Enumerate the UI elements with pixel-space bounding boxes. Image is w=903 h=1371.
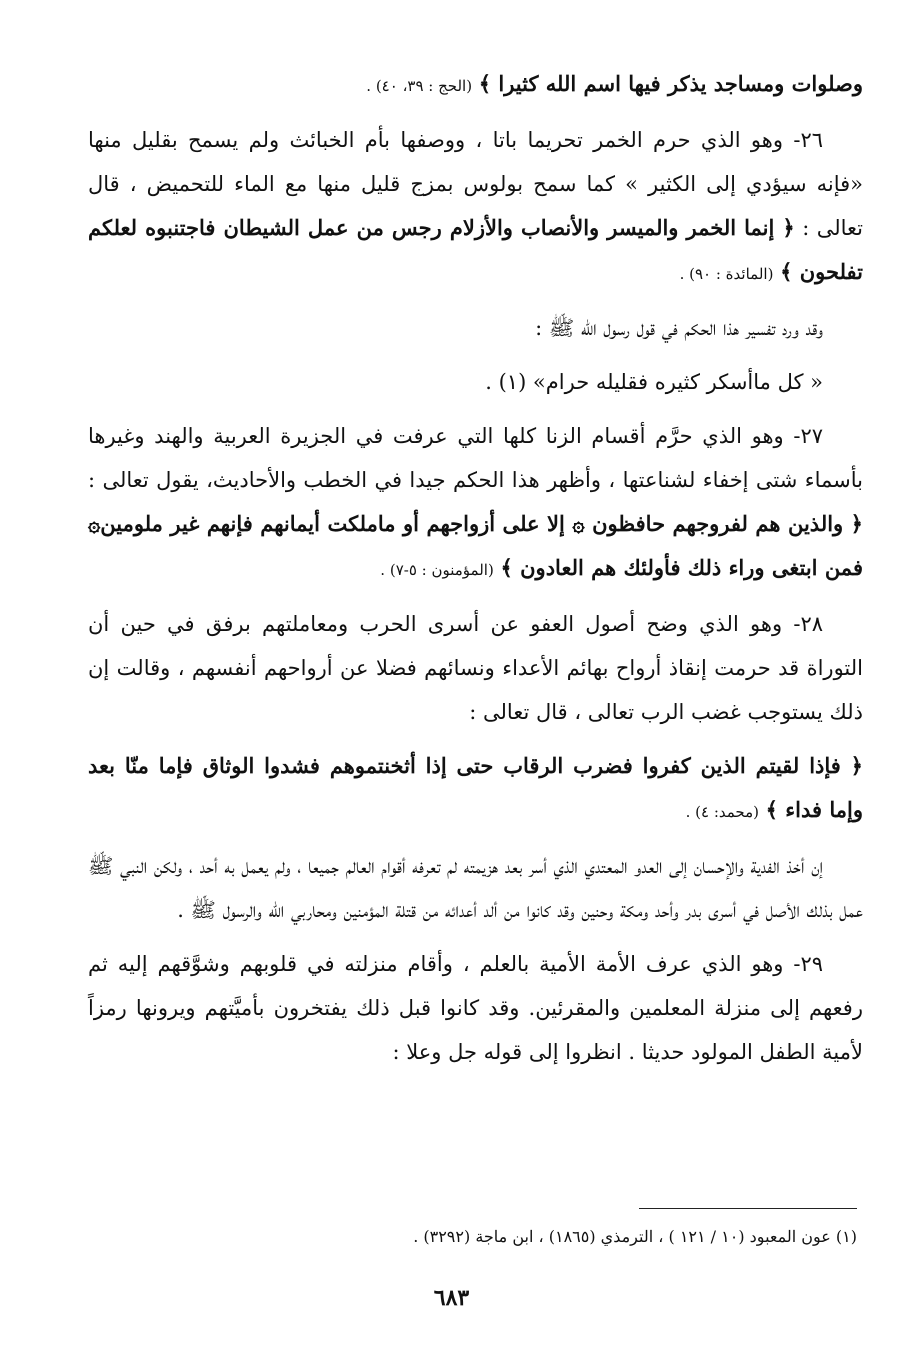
citation: (الحج : ٣٩، ٤٠) . [366, 77, 473, 95]
item-28-quote [88, 744, 863, 834]
item-27 [88, 414, 863, 592]
hadith-text: « كل ماأسكر كثيره فقليله حرام» (١) . [485, 370, 823, 394]
paragraph-ransom: إن أخذ الفدية والإحسان إلى العدو المعتدي الذي أسر بعد هزيمته لم تعرفه أقوام العالم جميعا ، ولم يعمل به أحد ، ولكن النبي ﷺ عمل بذلك الأصل في أسرى بدر وأحد ومكة وحنين وقد كانوا من ألد أعدائه من قتلة المؤمنين ومحاربي الله والرسول ﷺ . [88, 854, 863, 922]
quran-quote: ﴿ فإذا لقيتم الذين كفروا فضرب الرقاب حتى إذا أثخنتموهم فشدوا الوثاق فإما منّا بعد وإما فداء ﴾ [88, 753, 863, 822]
quran-quote: وصلوات ومساجد يذكر فيها اسم الله كثيرا ﴾ [478, 71, 863, 96]
opening-line [88, 62, 863, 108]
item-28 [88, 602, 863, 734]
citation: (المائدة : ٩٠) . [679, 265, 774, 283]
item-27-text: ٢٧- وهو الذي حرَّم أقسام الزنا كلها التي عرفت في الجزيرة العربية والهند وغيرها بأسماء شتى إخفاء لشناعتها ، وأظهر هذا الحكم جيدا في الخطب والأحاديث، يقول تعالى : [88, 424, 863, 492]
citation: (محمد: ٤) . [685, 803, 759, 821]
footnote: (١) عون المعبود (١٠ / ١٢١ ) ، الترمذي (١٨٦٥) ، ابن ماجة (٣٢٩٢) . [413, 1227, 857, 1246]
footnote-divider [639, 1208, 857, 1209]
item-26 [88, 118, 863, 296]
quran-quote: ﴿ والذين هم لفروجهم حافظون ۞ إلا على أزواجهم أو ماملكت أيمانهم فإنهم غير ملومين۞ فمن ابتغى وراء ذلك فأولئك هم العادون ﴾ [88, 511, 863, 580]
page-number: ٦٨٣ [433, 1285, 470, 1311]
citation: (المؤمنون : ٥-٧) . [380, 561, 494, 579]
item-26-text: ٢٦- وهو الذي حرم الخمر تحريما باتا ، ووصفها بأم الخبائث ولم يسمح بقليل منها «فإنه سيؤدي إلى الكثير » كما سمح بولوس بمزج قليل منها مع الماء للتحميض ، قال تعالى : [88, 128, 863, 240]
item-28-text: ٢٨- وهو الذي وضح أصول العفو عن أسرى الحرب ومعاملتهم برفق في حين أن التوراة قد حرمت إنقاذ أرواح بهائم الأعداء ونسائهم فضلا عن أرواحهم أنفسهم ، وقالت إن ذلك يستوجب غضب الرب تعالى ، قال تعالى : [88, 612, 863, 724]
hadith-intro: وقد ورد تفسير هذا الحكم في قول رسول الله ﷺ : [535, 316, 823, 340]
quran-quote: ﴿ إنما الخمر والميسر والأنصاب والأزلام رجس من عمل الشيطان فاجتنبوه لعلكم تفلحون ﴾ [88, 215, 863, 284]
main-text [88, 62, 863, 1084]
item-29: ٢٩- وهو الذي عرف الأمة الأمية بالعلم ، وأقام منزلته في قلوبهم وشوَّقهم إليه ثم رفعهم إلى منزلة المعلمين والمقرئين. وقد كانوا قبل ذلك يفتخرون بأميَّتهم ويرونها رمزاً لأمية الطفل المولود حديثا . انظروا إلى قوله جل وعلا : [88, 952, 863, 1064]
